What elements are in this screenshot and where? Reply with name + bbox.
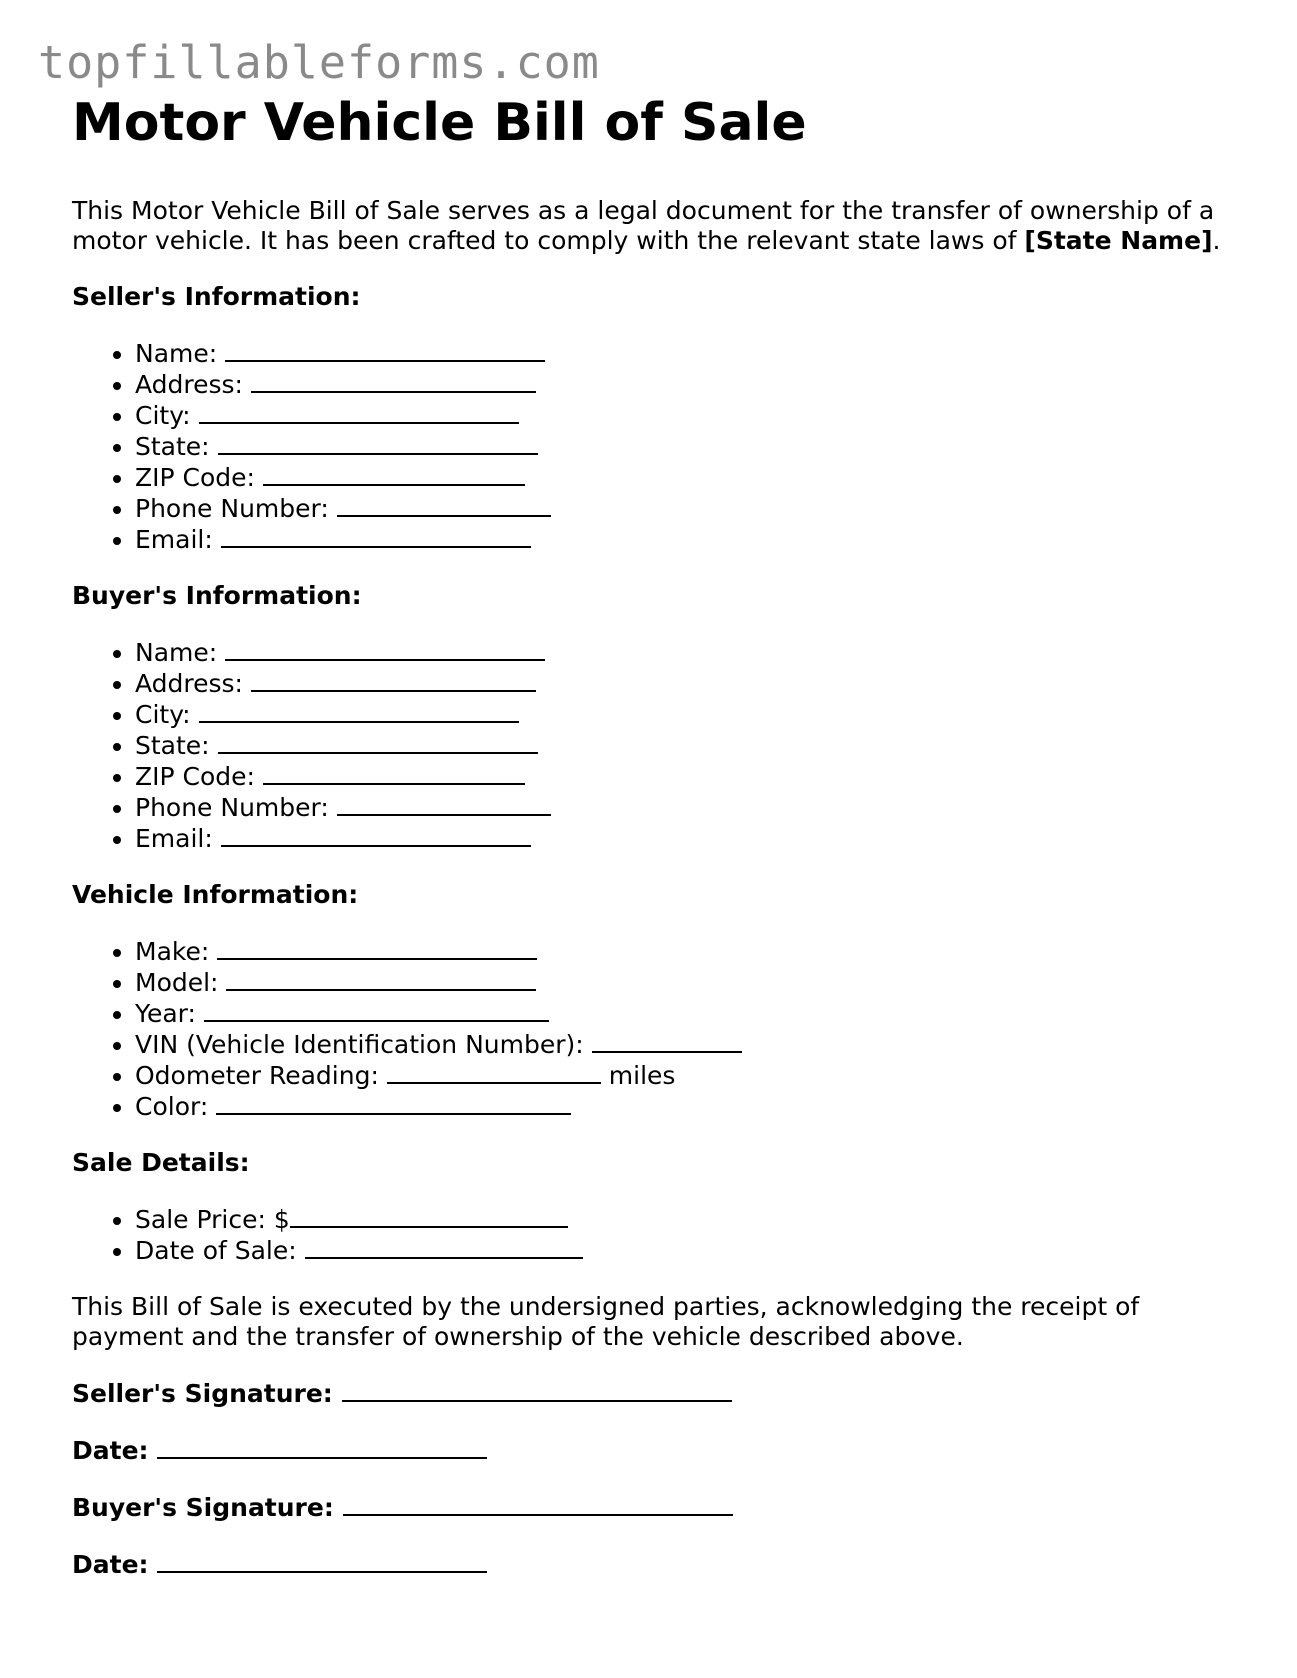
field-label: Odometer Reading: [135,1061,379,1090]
seller-city-blank[interactable] [199,400,519,424]
seller-section-heading: Seller's Information: [72,282,361,311]
seller-address-blank[interactable] [251,369,536,393]
buyer-signature-blank[interactable] [343,1492,733,1516]
intro-text: This Motor Vehicle Bill of Sale serves as a legal document for the transfer of ownership of a motor vehicle. It has been crafted to comply with the relevant state laws of [72,196,1215,255]
seller-state-blank[interactable] [218,431,538,455]
field-label: Year: [135,999,196,1028]
sale-fields-list [72,1204,1222,1266]
state-name-placeholder: [State Name] [1024,226,1213,255]
field-label: Email: [135,824,213,853]
field-label: VIN (Vehicle Identification Number): [135,1030,584,1059]
buyer-city-item [135,699,1222,730]
vehicle-year-item [135,998,1222,1029]
buyer-fields-list [72,637,1222,854]
buyer-address-item [135,668,1222,699]
buyer-section-heading: Buyer's Information: [72,581,362,610]
buyer-email-item [135,823,1222,854]
buyer-phone-blank[interactable] [337,792,551,816]
field-label: Name: [135,638,218,667]
seller-name-blank[interactable] [225,338,545,362]
buyer-date-label: Date: [72,1550,149,1579]
watermark-logo: topfillableforms.com [38,36,600,89]
seller-email-blank[interactable] [221,524,531,548]
sale-price-item [135,1204,1222,1235]
seller-address-item [135,369,1222,400]
vehicle-color-blank[interactable] [216,1091,571,1115]
buyer-zip-blank[interactable] [263,761,525,785]
field-label: Model: [135,968,219,997]
seller-zip-blank[interactable] [263,462,525,486]
odometer-unit: miles [608,1061,676,1090]
vehicle-fields-list [72,936,1222,1122]
seller-date-line [72,1435,1222,1466]
seller-name-item [135,338,1222,369]
vehicle-odometer-blank[interactable] [387,1060,601,1084]
sale-date-blank[interactable] [305,1235,583,1259]
buyer-name-blank[interactable] [225,637,545,661]
buyer-phone-item [135,792,1222,823]
vehicle-vin-item [135,1029,1222,1060]
buyer-signature-label: Buyer's Signature: [72,1493,334,1522]
sale-price-blank[interactable] [290,1204,568,1228]
field-label: Address: [135,669,243,698]
field-label: State: [135,432,210,461]
field-label: State: [135,731,210,760]
seller-city-item [135,400,1222,431]
seller-phone-item [135,493,1222,524]
intro-paragraph [72,196,1222,256]
field-label: Sale Price: $ [135,1205,290,1234]
field-label: Address: [135,370,243,399]
field-label: City: [135,700,191,729]
vehicle-color-item [135,1091,1222,1122]
seller-date-blank[interactable] [157,1435,487,1459]
seller-signature-label: Seller's Signature: [72,1379,333,1408]
field-label: Name: [135,339,218,368]
field-label: Phone Number: [135,494,329,523]
buyer-state-blank[interactable] [218,730,538,754]
vehicle-model-blank[interactable] [226,967,536,991]
seller-email-item [135,524,1222,555]
vehicle-make-item [135,936,1222,967]
vehicle-vin-blank[interactable] [592,1029,742,1053]
field-label: Color: [135,1092,209,1121]
vehicle-model-item [135,967,1222,998]
field-label: Make: [135,937,210,966]
buyer-email-blank[interactable] [221,823,531,847]
seller-date-label: Date: [72,1436,149,1465]
seller-signature-line [72,1378,1222,1409]
vehicle-year-blank[interactable] [204,998,549,1022]
buyer-city-blank[interactable] [199,699,519,723]
sale-date-item [135,1235,1222,1266]
seller-phone-blank[interactable] [337,493,551,517]
field-label: ZIP Code: [135,463,255,492]
vehicle-make-blank[interactable] [217,936,537,960]
buyer-address-blank[interactable] [251,668,536,692]
seller-zip-item [135,462,1222,493]
field-label: Phone Number: [135,793,329,822]
sale-section-heading: Sale Details: [72,1148,250,1177]
field-label: City: [135,401,191,430]
document-page [72,92,1222,1580]
buyer-signature-line [72,1492,1222,1523]
seller-fields-list [72,338,1222,555]
seller-signature-blank[interactable] [342,1378,732,1402]
buyer-date-line [72,1549,1222,1580]
closing-paragraph: This Bill of Sale is executed by the undersigned parties, acknowledging the receipt of payment and the transfer of ownership of the vehicle described above. [72,1292,1140,1351]
vehicle-section-heading: Vehicle Information: [72,880,359,909]
buyer-name-item [135,637,1222,668]
intro-end: . [1212,226,1221,255]
field-label: Date of Sale: [135,1236,297,1265]
buyer-date-blank[interactable] [157,1549,487,1573]
page-title: Motor Vehicle Bill of Sale [72,93,807,153]
field-label: Email: [135,525,213,554]
buyer-zip-item [135,761,1222,792]
field-label: ZIP Code: [135,762,255,791]
vehicle-odometer-item [135,1060,1222,1091]
seller-state-item [135,431,1222,462]
buyer-state-item [135,730,1222,761]
